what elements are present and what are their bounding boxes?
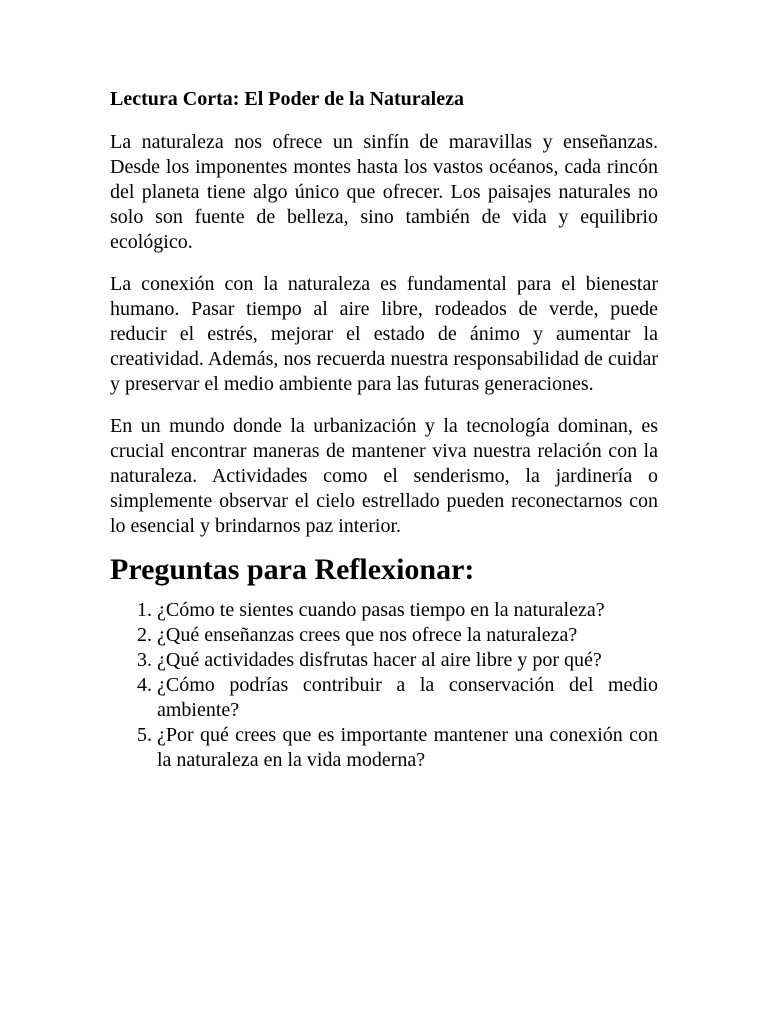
question-item-4: 4. ¿Cómo podrías contribuir a la conservación del medio ambiente? xyxy=(157,673,658,723)
document-page xyxy=(110,84,658,773)
paragraph-3: En un mundo donde la urbanización y la tecnología dominan, es crucial encontrar maneras de mantener viva nuestra relación con la naturaleza. Actividades como el senderismo, la jardinería o simplemente observar el cielo estrellado pueden reconectarnos con lo esencial y brindarnos paz interior. xyxy=(110,415,658,537)
question-item-5: 5. ¿Por qué crees que es importante mantener una conexión con la naturaleza en la vida moderna? xyxy=(157,723,658,773)
paragraph-2: La conexión con la naturaleza es fundamental para el bienestar humano. Pasar tiempo al aire libre, rodeados de verde, puede reducir el estrés, mejorar el estado de ánimo y aumentar la creatividad. Además, nos recuerda nuestra responsabilidad de cuidar y preservar el medio ambiente para las futuras generaciones. xyxy=(110,273,658,395)
question-item-2: 2. ¿Qué enseñanzas crees que nos ofrece la naturaleza? xyxy=(157,623,658,648)
questions-list xyxy=(110,598,658,773)
document-title: Lectura Corta: El Poder de la Naturaleza xyxy=(110,88,464,110)
paragraph-1: La naturaleza nos ofrece un sinfín de maravillas y enseñanzas. Desde los imponentes montes hasta los vastos océanos, cada rincón del planeta tiene algo único que ofrecer. Los paisajes naturales no solo son fuente de belleza, sino también de vida y equilibrio ecológico. xyxy=(110,131,658,253)
question-item-3: 3. ¿Qué actividades disfrutas hacer al aire libre y por qué? xyxy=(157,648,658,673)
questions-heading: Preguntas para Reflexionar: xyxy=(110,553,475,586)
question-item-1: 1. ¿Cómo te sientes cuando pasas tiempo en la naturaleza? xyxy=(157,598,658,623)
